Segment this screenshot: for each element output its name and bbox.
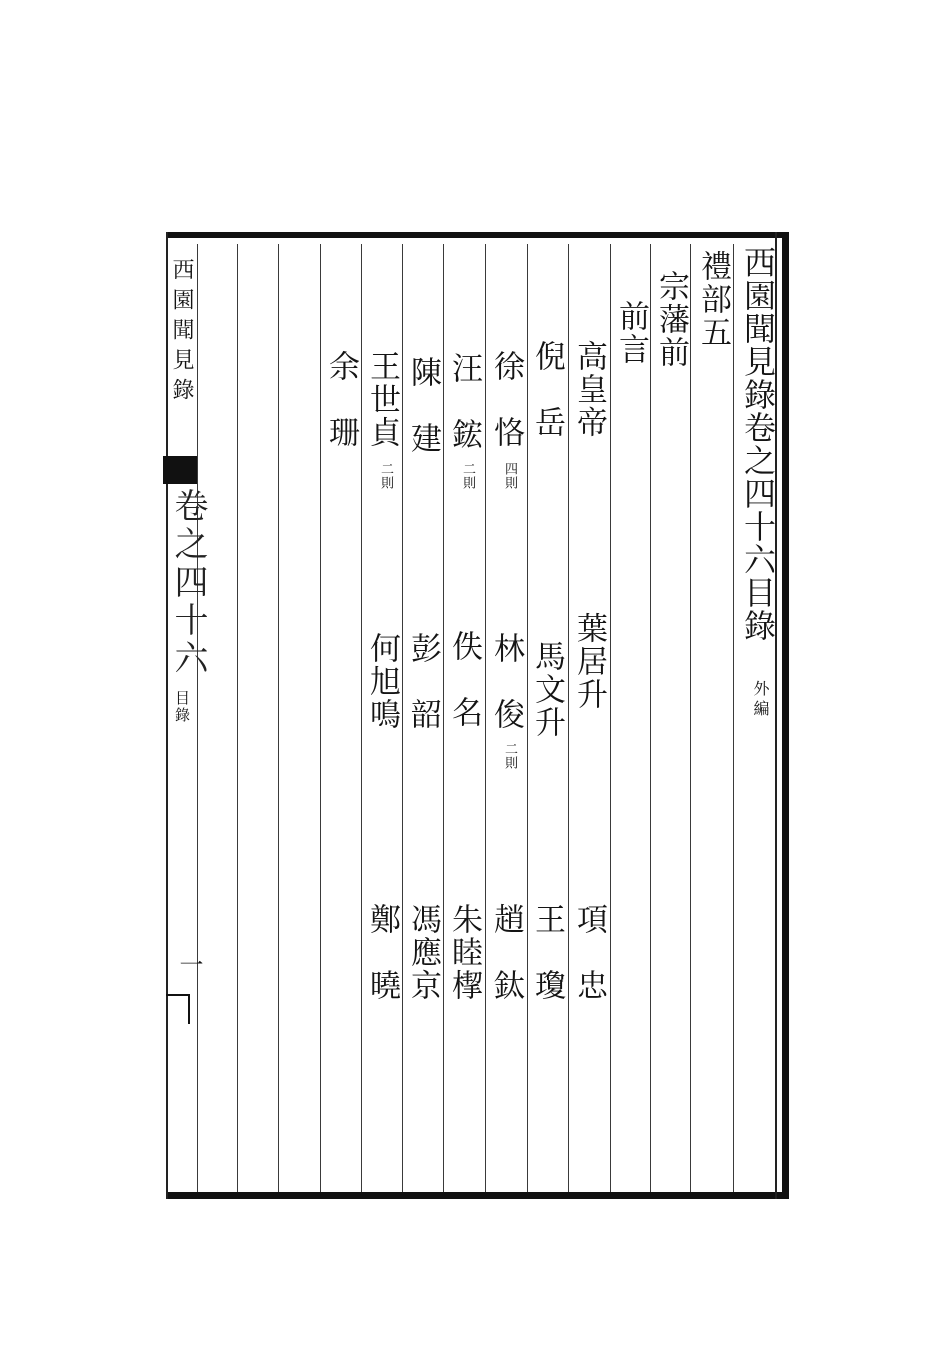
entry-name: 余 珊 (323, 350, 359, 449)
entry-name: 佚 名 (446, 630, 482, 729)
column-rule (527, 244, 528, 1192)
entry-name: 項 忠 (571, 903, 607, 1002)
entry-note: 二則 (460, 462, 475, 490)
entry-name: 倪 岳 (529, 340, 565, 439)
entry-name: 鄭 曉 (364, 903, 400, 1002)
margin-volume: 卷之四十六 (168, 488, 208, 678)
margin-fishtail-block (163, 456, 197, 484)
column-rule (361, 244, 362, 1192)
column-rule (690, 244, 691, 1192)
entry-name: 林 俊 (488, 632, 524, 731)
column-rule (197, 244, 198, 1192)
frame-right-border (782, 232, 789, 1199)
entry-name: 高皇帝 (571, 340, 607, 439)
margin-mark (166, 994, 190, 996)
entry-note: 二則 (502, 742, 517, 770)
title-note: 外編 (751, 680, 770, 720)
entry-note: 二則 (378, 462, 393, 490)
column-rule (568, 244, 569, 1192)
entry-name: 馮應京 (405, 903, 441, 1002)
entry-name: 汪 鋐 (446, 352, 482, 451)
column-rule (610, 244, 611, 1192)
entry-name: 陳 建 (405, 356, 441, 455)
column-rule (320, 244, 321, 1192)
entry-name: 何旭鳴 (364, 632, 400, 731)
section-heading: 禮部五 (695, 250, 731, 349)
margin-book-title: 西園聞見錄 (169, 258, 194, 408)
entry-name: 彭 韶 (405, 632, 441, 731)
column-rule (443, 244, 444, 1192)
frame-top-border (166, 232, 788, 238)
column-rule (278, 244, 279, 1192)
entry-name: 王 瓊 (529, 903, 565, 1002)
title-column (739, 246, 777, 642)
margin-mark (188, 994, 190, 1024)
entry-name: 趙 鈦 (488, 903, 524, 1002)
column-rule (485, 244, 486, 1192)
entry-name: 朱睦㮮 (446, 903, 482, 1002)
column-rule (402, 244, 403, 1192)
margin-section: 目錄 (173, 690, 191, 724)
entry-name: 徐 恪 (488, 350, 524, 449)
entry-name: 王世貞 (364, 350, 400, 449)
book-title: 西園聞見錄卷之四十六目錄 (739, 246, 777, 642)
column-rule (237, 244, 238, 1192)
entry-name: 馬文升 (529, 640, 565, 739)
entry-note: 四則 (502, 462, 517, 490)
column-rule (650, 244, 651, 1192)
column-rule (733, 244, 734, 1192)
preface-entry: 前言 (613, 300, 649, 366)
frame-bottom-border (166, 1192, 788, 1199)
margin-page-number: 一 (175, 952, 203, 976)
subsection-heading: 宗藩前 (653, 270, 689, 369)
entry-name: 葉居升 (571, 612, 607, 711)
